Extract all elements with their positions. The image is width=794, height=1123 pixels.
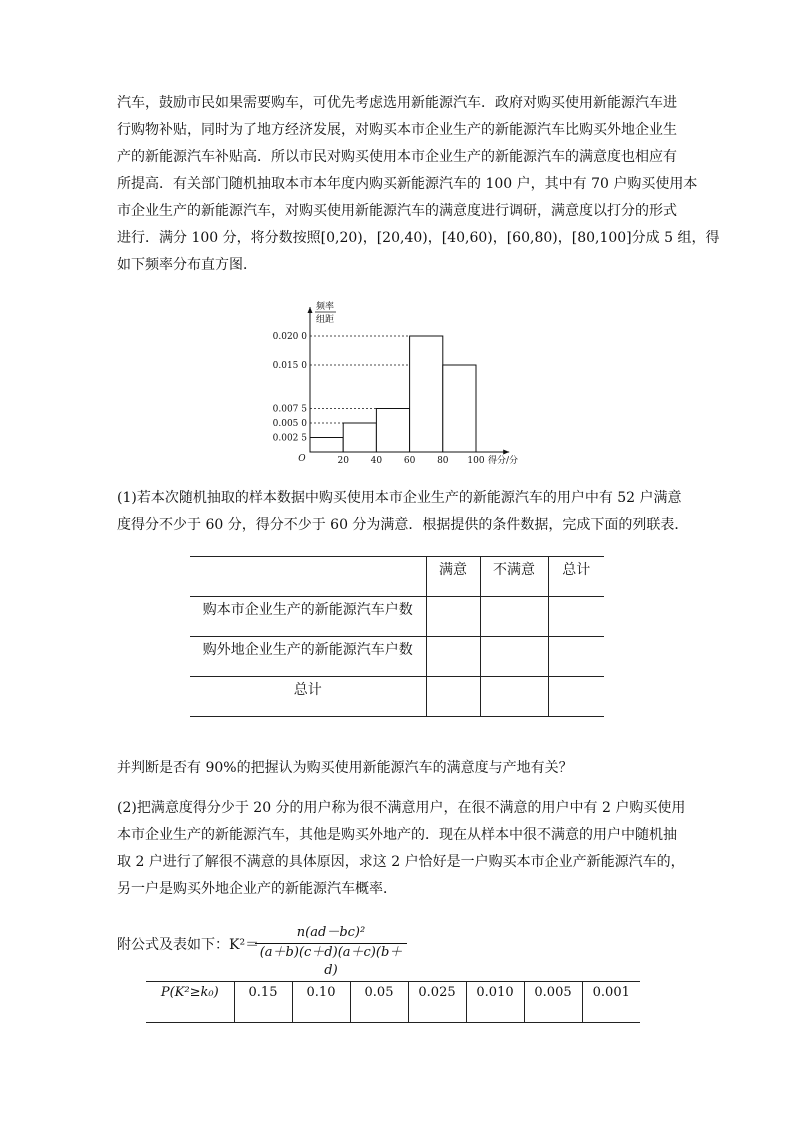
table-cell [480, 677, 548, 717]
table-cell [548, 597, 604, 637]
q2-line: 本市企业生产的新能源汽车，其他是购买外地产的．现在从样本中很不满意的用户中随机抽 [117, 827, 677, 843]
header-cell: 不满意 [480, 557, 548, 597]
q2-line: (2)把满意度得分少于 20 分的用户称为很不满意用户，在很不满意的用户中有 2 户购买使用 [117, 800, 686, 816]
intro-line: 如下频率分布直方图． [117, 257, 257, 273]
frequency-histogram [270, 300, 530, 468]
p-label-cell: P(K²≥k₀) [146, 982, 234, 1023]
histogram-bar [310, 438, 343, 453]
y-tick-label: 0.015 0 [272, 361, 307, 371]
p-value-cell: 0.025 [408, 982, 466, 1023]
x-axis-label: 得分/分 [488, 456, 519, 466]
y-tick-label: 0.005 0 [272, 419, 307, 429]
p-value-cell: 0.005 [524, 982, 582, 1023]
formula-fraction [255, 925, 407, 980]
question-1-followup [117, 755, 677, 782]
table-row [190, 637, 604, 677]
intro-line: 汽车，鼓励市民如果需要购车，可优先考虑选用新能源汽车．政府对购买使用新能源汽车进 [117, 95, 677, 111]
p-value-cell: 0.010 [466, 982, 524, 1023]
x-tick-label: 80 [437, 456, 449, 466]
y-axis-label-top: 频率 [316, 302, 335, 312]
table-cell [548, 677, 604, 717]
histogram-bar [376, 409, 409, 453]
contingency-table [190, 556, 604, 717]
formula-denominator: (a＋b)(c＋d)(a＋c)(b＋d) [259, 945, 403, 978]
table-cell [426, 637, 480, 677]
intro-paragraph [117, 90, 720, 279]
y-tick-label: 0.020 0 [272, 332, 307, 342]
y-axis-label-bottom: 组距 [316, 315, 335, 325]
header-cell: 总计 [548, 557, 604, 597]
intro-line: 市企业生产的新能源汽车，对购买使用新能源汽车的满意度进行调研，满意度以打分的形式 [117, 203, 677, 219]
q1-line: 度得分不少于 60 分，得分不少于 60 分为满意．根据提供的条件数据，完成下面的列联表． [117, 517, 689, 533]
x-axis-arrow [503, 450, 509, 455]
table-cell [480, 597, 548, 637]
question-1 [117, 485, 689, 539]
q2-line: 另一户是购买外地企业产的新能源汽车概率． [117, 881, 397, 897]
formula-lead: 附公式及表如下：K²＝ [117, 937, 260, 953]
p-value-cell: 0.15 [234, 982, 292, 1023]
row-label: 购本市企业生产的新能源汽车户数 [190, 597, 426, 637]
q1-line: (1)若本次随机抽取的样本数据中购买使用本市企业生产的新能源汽车的用户中有 52 户满意 [117, 490, 682, 506]
x-tick-label: 60 [403, 456, 416, 466]
x-tick-label: 100 [467, 456, 485, 466]
y-tick-label: 0.002 5 [272, 433, 307, 444]
intro-line: 所提高．有关部门随机抽取本市本年度内购买新能源汽车的 100 户，其中有 70 户购买使用本 [117, 176, 698, 192]
header-cell: 满意 [426, 557, 480, 597]
y-axis-arrow [308, 307, 313, 313]
table-cell [548, 637, 604, 677]
p-value-cell: 0.05 [350, 982, 408, 1023]
p-value-cell: 0.10 [292, 982, 350, 1023]
histogram-bar [410, 336, 443, 452]
x-tick-label: 20 [337, 456, 349, 466]
origin-label: O [298, 454, 306, 464]
row-label: 购外地企业生产的新能源汽车户数 [190, 637, 426, 677]
histogram-bar [443, 365, 476, 452]
table-row [190, 597, 604, 637]
formula-numerator: n(ad－bc)² [255, 925, 407, 944]
table-cell [426, 677, 480, 717]
intro-line: 产的新能源汽车补贴高．所以市民对购买使用本市企业生产的新能源汽车的满意度也相应有 [117, 149, 677, 165]
x-tick-label: 40 [370, 456, 383, 466]
header-cell [190, 557, 426, 597]
q2-line: 取 2 户进行了解很不满意的具体原因，求这 2 户恰好是一户购买本市企业产新能源汽车的， [117, 854, 685, 870]
followup-line: 并判断是否有 90%的把握认为购买使用新能源汽车的满意度与产地有关？ [117, 760, 573, 776]
critical-value-table [146, 981, 640, 1023]
row-label: 总计 [190, 677, 426, 717]
table-row [190, 677, 604, 717]
table-header-row [190, 557, 604, 597]
table-cell [426, 597, 480, 637]
p-value-cell: 0.001 [582, 982, 640, 1023]
table-row [146, 982, 640, 1023]
intro-line: 行购物补贴，同时为了地方经济发展，对购买本市企业生产的新能源汽车比购买外地企业生 [117, 122, 677, 138]
y-tick-label: 0.007 5 [272, 404, 307, 415]
intro-line: 进行．满分 100 分，将分数按照[0,20)，[20,40)，[40,60)，[60,80)，[80,100]分成 5 组，得 [117, 230, 720, 246]
histogram-bar [343, 423, 376, 452]
table-cell [480, 637, 548, 677]
question-2 [117, 795, 686, 903]
